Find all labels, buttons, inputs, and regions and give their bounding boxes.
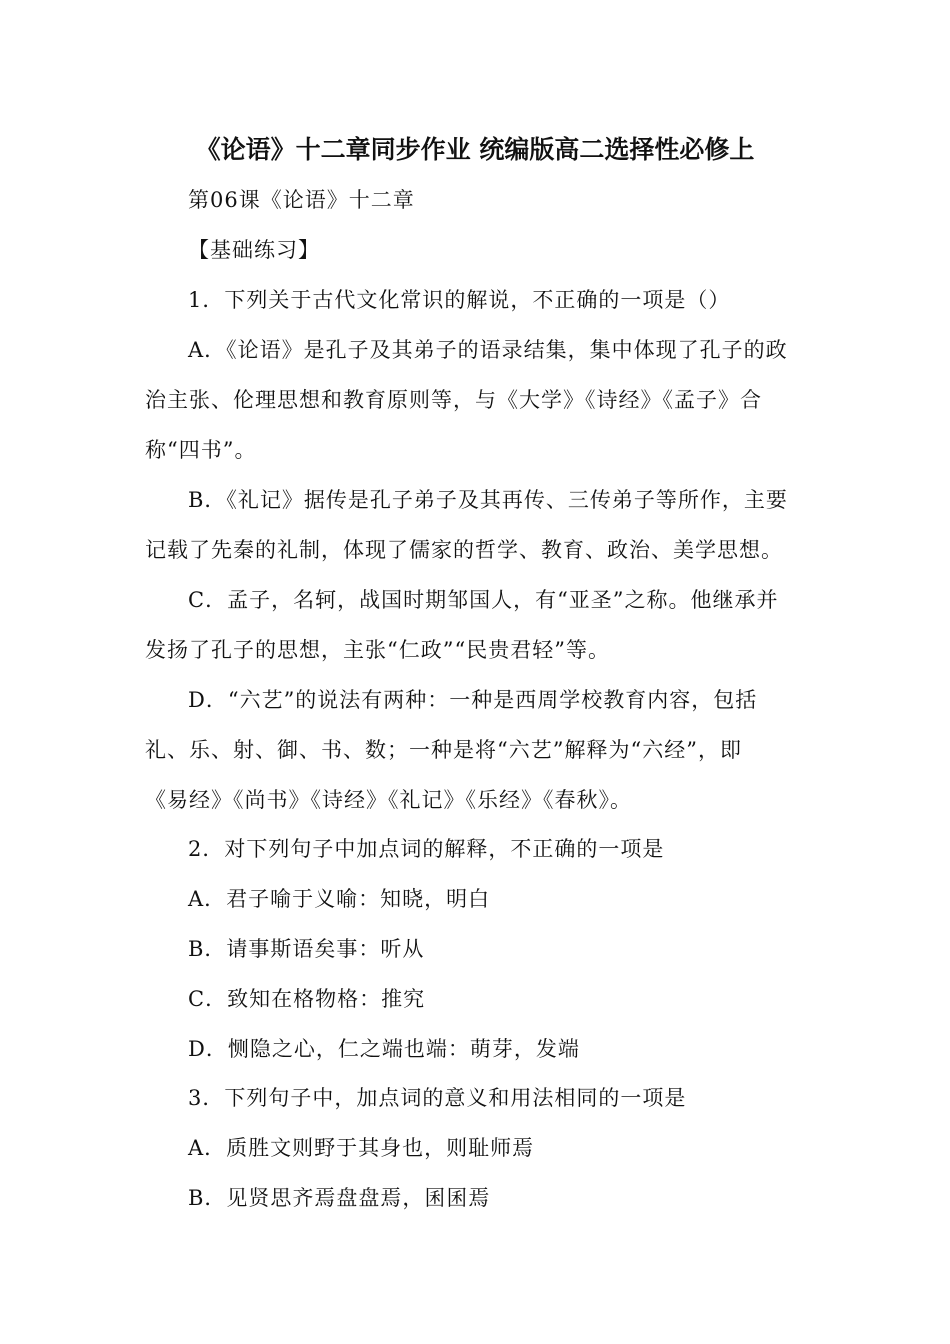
question-1-option-a-line-3: 称“四书”。 [145, 438, 257, 462]
question-1-stem: 1．下列关于古代文化常识的解说，不正确的一项是（） [188, 288, 731, 312]
question-1-option-a-line-2: 治主张、伦理思想和教育原则等，与《大学》《诗经》《孟子》合 [145, 388, 762, 412]
section-heading: 【基础练习】 [188, 238, 320, 262]
question-1-option-a-line-1: A．《论语》是孔子及其弟子的语录结集，集中体现了孔子的政 [188, 338, 788, 362]
question-2-stem: 2．对下列句子中加点词的解释，不正确的一项是 [188, 837, 665, 861]
question-2-option-a: A．君子喻于义喻：知晓，明白 [188, 887, 491, 911]
question-1-option-d-line-2: 礼、乐、射、御、书、数；一种是将“六艺”解释为“六经”，即 [145, 738, 742, 762]
question-1-option-c-line-1: C．孟子，名轲，战国时期邹国人，有“亚圣”之称。他继承并 [188, 588, 779, 612]
question-3-option-b: B．见贤思齐焉盘盘焉，囷囷焉 [188, 1186, 491, 1210]
question-1-option-d-line-1: D．“六艺”的说法有两种：一种是西周学校教育内容，包括 [188, 688, 758, 712]
question-2-option-d: D．恻隐之心，仁之端也端：萌芽，发端 [188, 1037, 580, 1061]
question-3-option-a: A．质胜文则野于其身也，则耻师焉 [188, 1136, 535, 1160]
question-1-option-d-line-3: 《易经》《尚书》《诗经》《礼记》《乐经》《春秋》。 [145, 788, 632, 812]
document-title: 《论语》十二章同步作业 统编版高二选择性必修上 [195, 135, 755, 164]
question-1-option-b-line-2: 记载了先秦的礼制，体现了儒家的哲学、教育、政治、美学思想。 [145, 538, 783, 562]
question-1-option-c-line-2: 发扬了孔子的思想，主张“仁政”“民贵君轻”等。 [145, 638, 610, 662]
question-2-option-b: B．请事斯语矣事：听从 [188, 937, 425, 961]
question-1-option-b-line-1: B．《礼记》据传是孔子弟子及其再传、三传弟子等所作，主要 [188, 488, 788, 512]
question-3-stem: 3．下列句子中，加点词的意义和用法相同的一项是 [188, 1086, 687, 1110]
question-2-option-c: C．致知在格物格：推究 [188, 987, 426, 1011]
lesson-heading: 第06课《论语》十二章 [188, 188, 415, 212]
